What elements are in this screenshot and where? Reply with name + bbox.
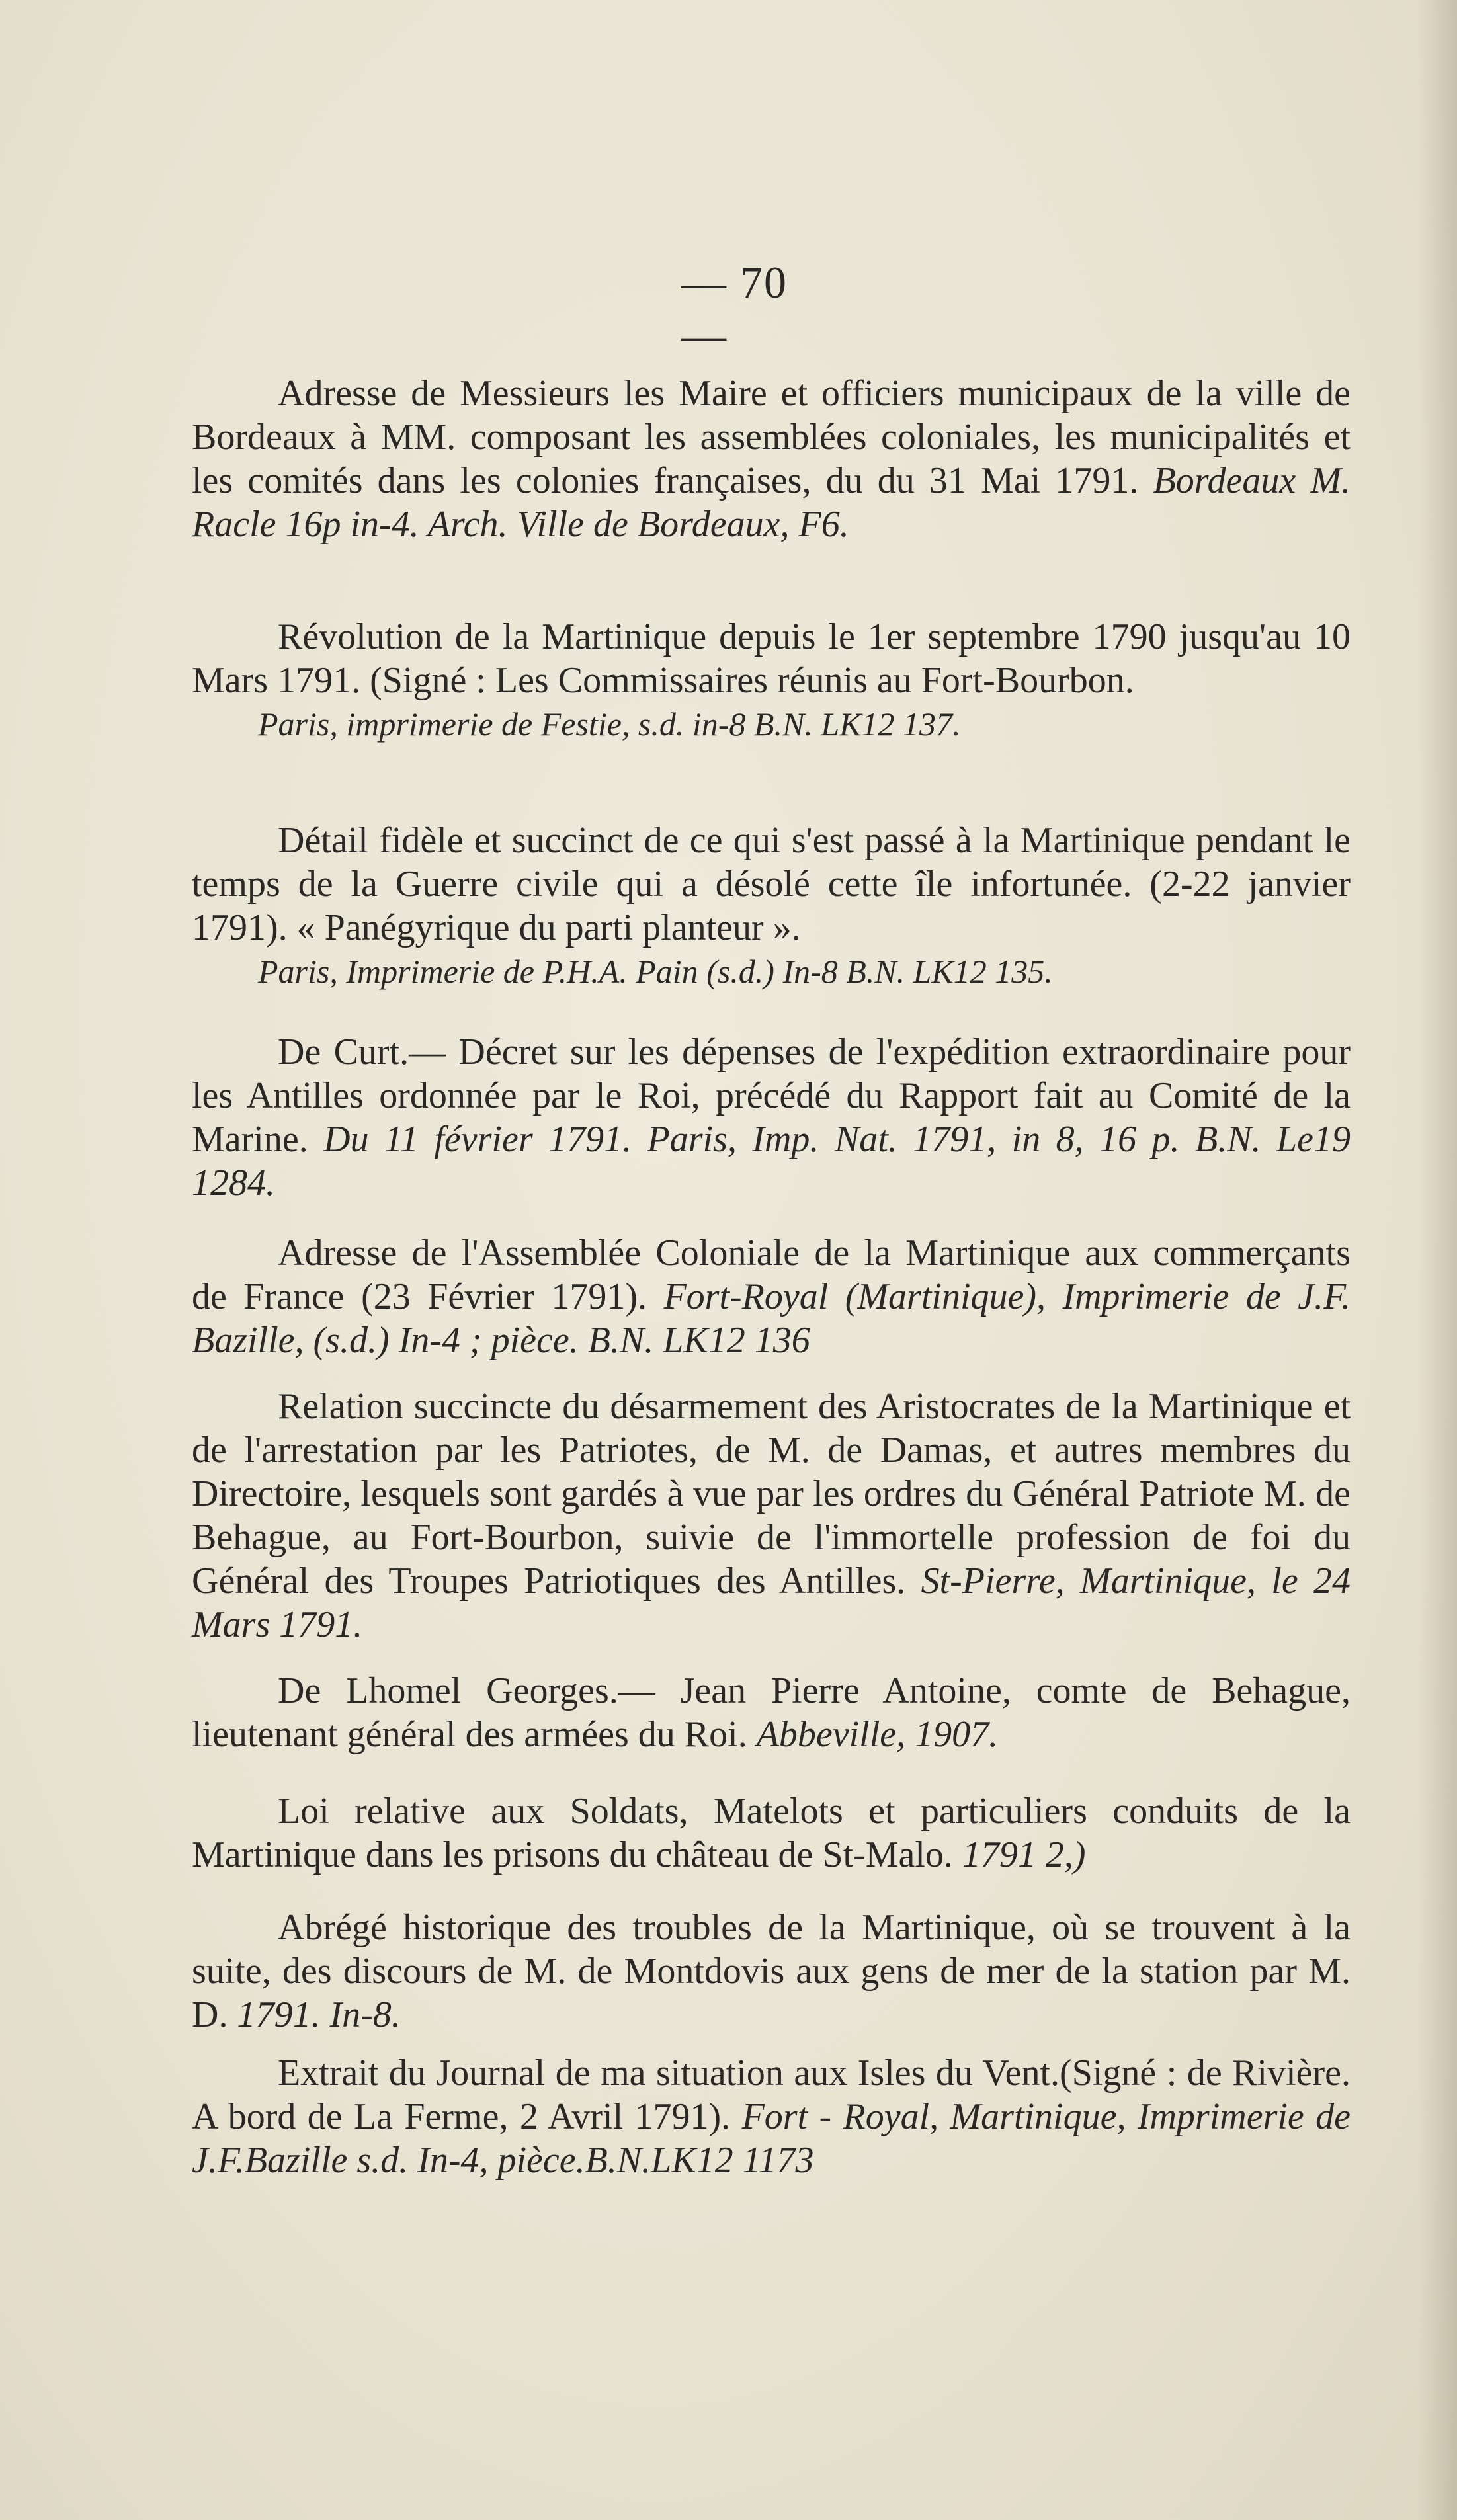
entry-2 [192, 615, 1351, 746]
entry-7-ref: Abbeville, 1907. [756, 1714, 999, 1755]
entry-5-text: Adresse de l'Assemblée Coloniale de la Martinique aux commerçants de France (23 Février 1791). [192, 1233, 1351, 1317]
entry-5 [192, 1231, 1351, 1362]
entry-10 [192, 2051, 1351, 2182]
entry-8-ref: 1791 2,) [962, 1834, 1086, 1875]
entry-10-text: Extrait du Journal de ma situation aux Isles du Vent.(Signé : de Rivière. A bord de La Ferme, 2 Avril 1791). [192, 2053, 1351, 2137]
entry-4 [192, 1030, 1351, 1205]
entry-6-text: Relation succincte du désarmement des Aristocrates de la Martinique et de l'arrestation par les Patriotes, de M. de Damas, et autres membres du Directoire, lesquels sont gardés à vue par les ordres du Général Patriote M. de Behague, au Fort-Bourbon, suivie de l'immortelle profession de foi du Général des Troupes Patriotiques des Antilles. [192, 1386, 1351, 1602]
entry-1-text: Adresse de Messieurs les Maire et officiers municipaux de la ville de Bordeaux à MM. composant les assemblées coloniales, les municipalités et les comités dans les colonies françaises, du du 31 Mai 1791. [192, 373, 1351, 501]
entry-5-ref: Fort-Royal (Martinique), Imprimerie de J.F. Bazille, (s.d.) In-4 ; pièce. B.N. LK12 136 [192, 1276, 1351, 1361]
page-number: — 70 — [681, 257, 788, 360]
page-edge-shadow [1417, 0, 1457, 2520]
entry-7 [192, 1669, 1351, 1756]
entry-1-ref: Bordeaux M. Racle 16p in-4. Arch. Ville de Bordeaux, F6. [192, 460, 1351, 545]
entry-4-text: De Curt.— Décret sur les dépenses de l'expédition extraordinaire pour les Antilles ordonnée par le Roi, précédé du Rapport fait au Comité de la Marine. [192, 1032, 1351, 1160]
entry-10-ref: Fort - Royal, Martinique, Imprimerie de J.F.Bazille s.d. In-4, pièce.B.N.LK12 1173 [192, 2096, 1351, 2181]
entry-6-ref: St-Pierre, Martinique, le 24 Mars 1791. [192, 1561, 1351, 1645]
entry-2-text: Révolution de la Martinique depuis le 1er septembre 1790 jusqu'au 10 Mars 1791. (Signé : Les Commissaires réunis au Fort-Bourbon. [192, 616, 1351, 701]
entry-6 [192, 1385, 1351, 1646]
entry-3-text: Détail fidèle et succinct de ce qui s'est passé à la Martinique pendant le temps de la Guerre civile qui a désolé cette île infortunée. (2-22 janvier 1791). « Panégyrique du parti planteur ». [192, 820, 1351, 948]
entry-3-ref: Paris, Imprimerie de P.H.A. Pain (s.d.) In-8 B.N. LK12 135. [258, 953, 1053, 990]
entry-9 [192, 1906, 1351, 2037]
entry-2-ref: Paris, imprimerie de Festie, s.d. in-8 B.N. LK12 137. [258, 706, 961, 743]
entry-1 [192, 372, 1351, 546]
entry-4-ref: Du 11 février 1791. Paris, Imp. Nat. 1791, in 8, 16 p. B.N. Le19 1284. [192, 1119, 1351, 1203]
entry-9-ref: 1791. In-8. [237, 1994, 401, 2035]
entry-8 [192, 1789, 1351, 1877]
entry-7-text: De Lhomel Georges.— Jean Pierre Antoine, comte de Behague, lieutenant général des armées du Roi. [192, 1670, 1351, 1755]
entry-3 [192, 819, 1351, 993]
entry-9-text: Abrégé historique des troubles de la Martinique, où se trouvent à la suite, des discours de M. de Montdovis aux gens de mer de la station par M. D. [192, 1907, 1351, 2035]
entry-8-text: Loi relative aux Soldats, Matelots et particuliers conduits de la Martinique dans les prisons du château de St-Malo. [192, 1791, 1351, 1875]
